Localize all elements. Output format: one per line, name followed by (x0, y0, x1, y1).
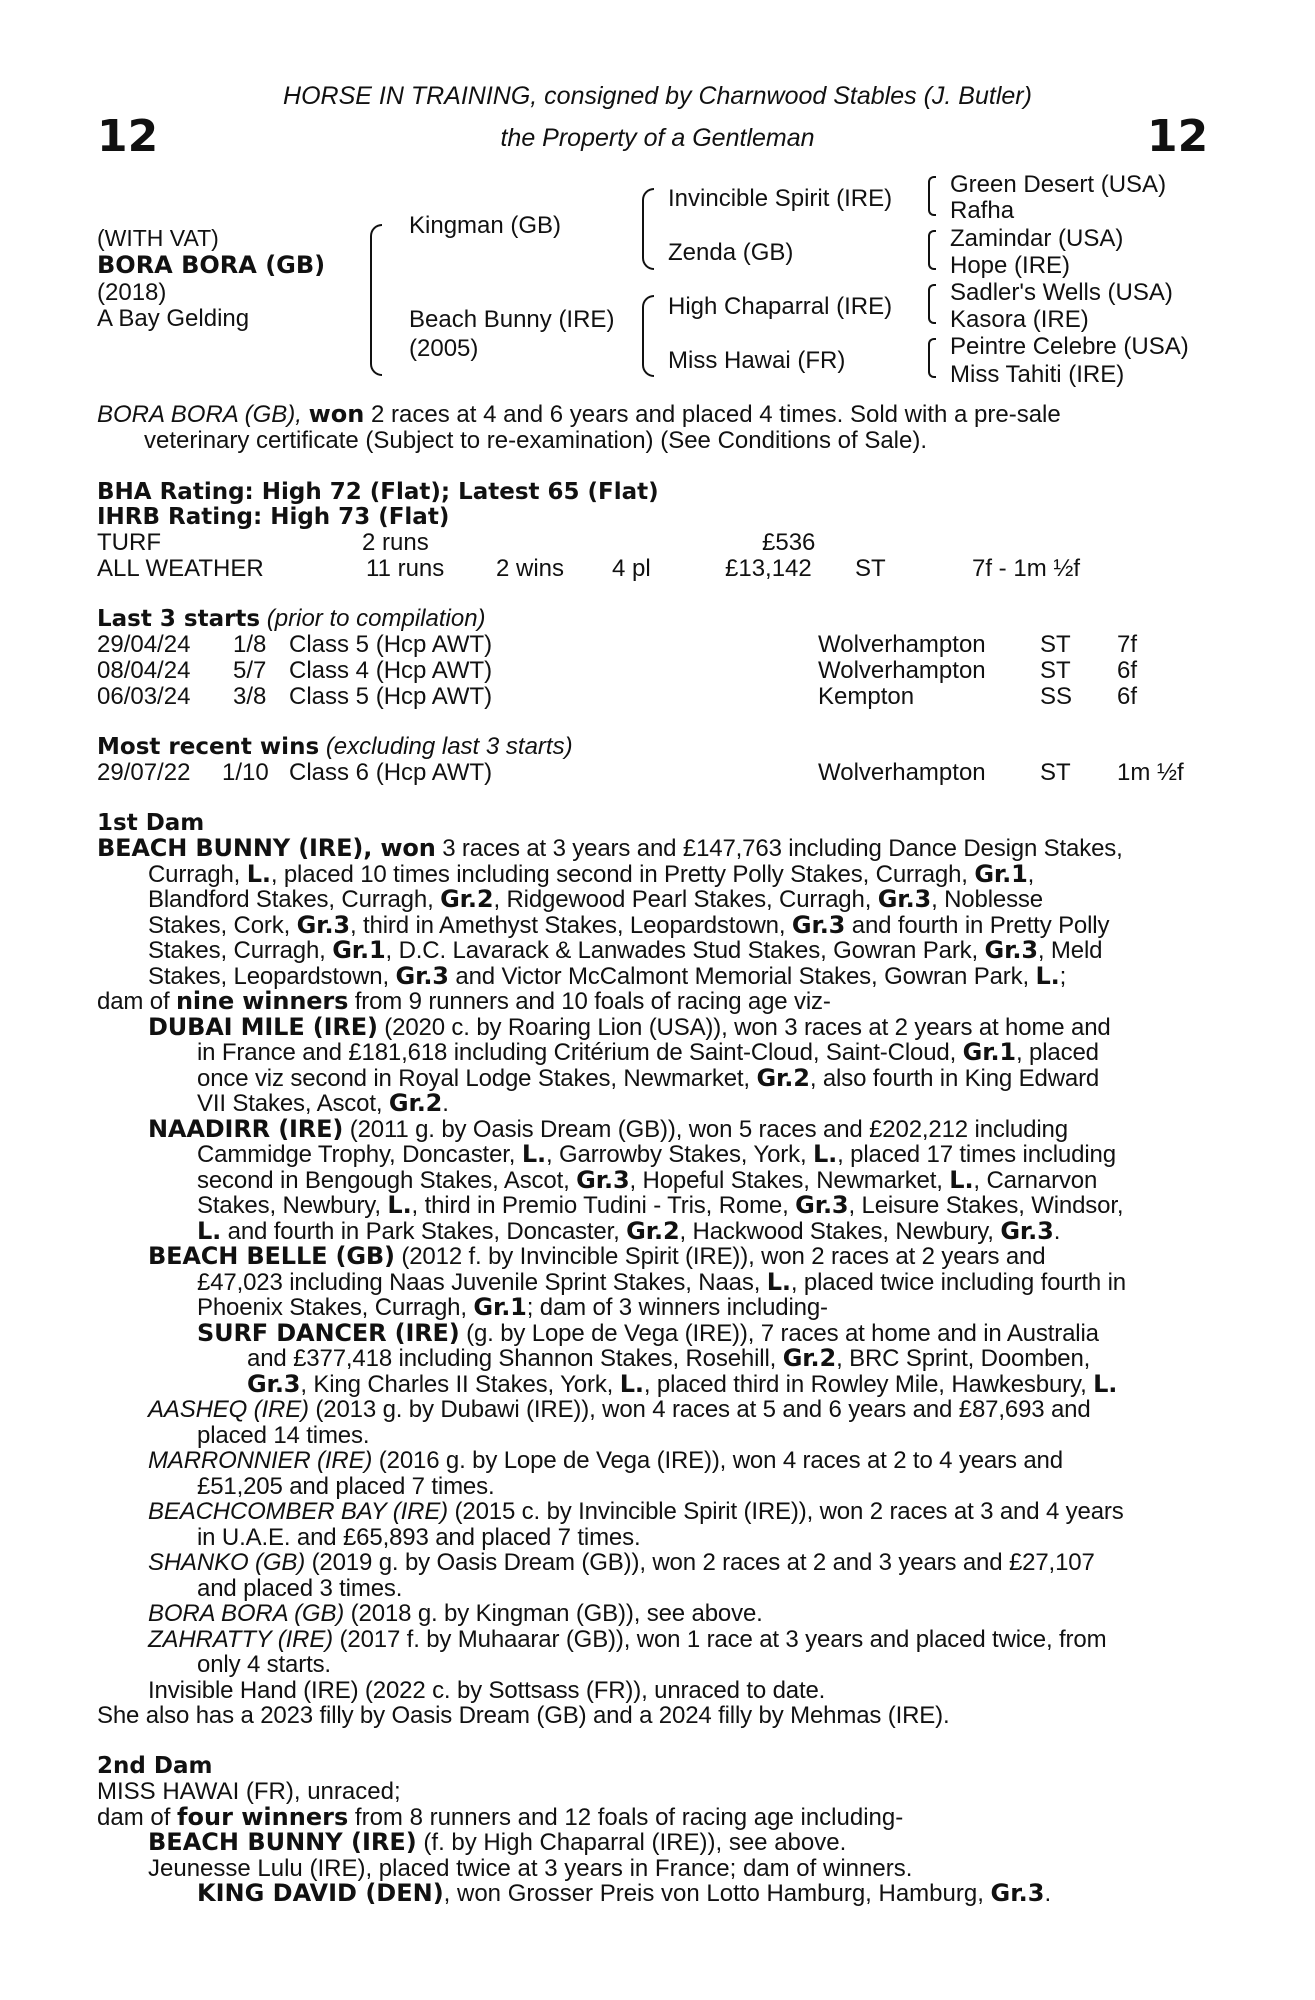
last3-surface-1: ST (1040, 631, 1071, 658)
produce-line: second in Bengough Stakes, Ascot, Gr.3, Hopeful Stakes, Newmarket, L., Carnarvon (197, 1165, 1098, 1194)
summary-line-1: BORA BORA (GB), won 2 races at 4 and 6 years and placed 4 times. Sold with a pre-sale (97, 400, 1061, 428)
pedigree-brace-g1 (928, 176, 936, 216)
produce-line: £51,205 and placed 7 times. (197, 1472, 495, 1500)
ihrb-rating: IHRB Rating: High 73 (Flat) (97, 504, 450, 530)
produce-beach-belle: BEACH BELLE (GB) (2012 f. by Invincible Spirit (IRE)), won 2 races at 2 years and (148, 1242, 1046, 1270)
last3-date-3: 06/03/24 (97, 683, 191, 710)
produce-aasheq: AASHEQ (IRE) (2013 g. by Dubawi (IRE)), won 4 races at 5 and 6 years and £87,693 and (148, 1396, 1091, 1423)
recent-pos: 1/10 (222, 759, 269, 786)
produce-line: Phoenix Stakes, Curragh, Gr.1; dam of 3 winners including- (197, 1293, 828, 1321)
last3-dist-3: 6f (1117, 683, 1138, 710)
produce-line: Cammidge Trophy, Doncaster, L., Garrowby Stakes, York, L., placed 17 times including (197, 1140, 1116, 1168)
pedigree-g1: Green Desert (USA) (950, 171, 1167, 198)
pedigree-brace-main (370, 224, 382, 376)
recent-surface: ST (1040, 759, 1071, 786)
aw-placed: 4 pl (612, 555, 651, 582)
recent-course: Wolverhampton (818, 759, 986, 786)
last3-course-2: Wolverhampton (818, 657, 986, 684)
aw-distance: 7f - 1m ½f (972, 555, 1081, 582)
aw-wins: 2 wins (496, 555, 565, 582)
turf-label: TURF (97, 529, 161, 556)
aw-surface: ST (855, 555, 886, 582)
lot-number-right: 12 (1147, 111, 1209, 162)
last3-pos-3: 3/8 (233, 683, 267, 710)
pedigree-brace-sire (642, 188, 654, 270)
produce-line: once viz second in Royal Lodge Stakes, Newmarket, Gr.2, also fourth in King Edward (197, 1063, 1100, 1092)
dam1-line: BEACH BUNNY (IRE), won 3 races at 3 years and £147,763 including Dance Design Stakes, (97, 834, 1123, 862)
pedigree-g6: Kasora (IRE) (950, 306, 1089, 333)
pedigree-dam-year: (2005) (409, 335, 479, 362)
pedigree-brace-dam (642, 295, 654, 377)
bha-rating: BHA Rating: High 72 (Flat); Latest 65 (Flat) (97, 479, 659, 505)
last3-date-2: 08/04/24 (97, 657, 191, 684)
last3-surface-2: ST (1040, 657, 1071, 684)
produce-invisible-hand: Invisible Hand (IRE) (2022 c. by Sottsass (FR)), unraced to date. (148, 1676, 826, 1704)
produce-line: and placed 3 times. (197, 1574, 403, 1602)
last3-course-1: Wolverhampton (818, 631, 986, 658)
aw-runs: 11 runs (366, 555, 445, 582)
last3-dist-2: 6f (1117, 657, 1138, 684)
property-line: the Property of a Gentleman (500, 124, 815, 152)
pedigree-g8: Miss Tahiti (IRE) (950, 361, 1125, 388)
dam2-paragraph (97, 1779, 1207, 1907)
pedigree-brace-g3 (928, 284, 936, 324)
pedigree-g5: Sadler's Wells (USA) (950, 279, 1173, 306)
dam1-heading: 1st Dam (97, 810, 205, 836)
produce-zahratty: ZAHRATTY (IRE) (2017 f. by Muhaarar (GB)), won 1 race at 3 years and placed twice, from (148, 1625, 1107, 1653)
last3-course-3: Kempton (818, 683, 915, 710)
pedigree-dam-sire: High Chaparral (IRE) (668, 293, 893, 320)
produce-line: £47,023 including Naas Juvenile Sprint Stakes, Naas, L., placed twice including fourth in (197, 1267, 1126, 1296)
produce-line: Gr.3, King Charles II Stakes, York, L., placed third in Rowley Mile, Hawkesbury, L. (247, 1369, 1118, 1398)
produce-shanko: SHANKO (GB) (2019 g. by Oasis Dream (GB)), won 2 races at 2 and 3 years and £27,107 (148, 1549, 1095, 1576)
pedigree-g3: Zamindar (USA) (950, 225, 1124, 252)
recent-dist: 1m ½f (1117, 759, 1184, 786)
pedigree-g2: Rafha (950, 197, 1015, 224)
produce-dubai-mile: DUBAI MILE (IRE) (2020 c. by Roaring Lion (USA)), won 3 races at 2 years at home and (148, 1012, 1111, 1041)
dam1-line: Blandford Stakes, Curragh, Gr.2, Ridgewood Pearl Stakes, Curragh, Gr.3, Noblesse (148, 885, 1043, 913)
pedigree-g7: Peintre Celebre (USA) (950, 333, 1189, 360)
summary-paragraph (97, 402, 1207, 453)
pedigree-brace-g4 (928, 338, 936, 378)
dam2-line: dam of four winners from 8 runners and 12 foals of racing age including- (97, 1802, 904, 1831)
dam1-line: Curragh, L., placed 10 times including second in Pretty Polly Stakes, Curragh, Gr.1, (148, 859, 1035, 888)
last3-heading: Last 3 starts (prior to compilation) (97, 605, 486, 632)
last3-pos-2: 5/7 (233, 657, 267, 684)
dam1-line: Stakes, Leopardstown, Gr.3 and Victor McCalmont Memorial Stakes, Gowran Park, L.; (148, 961, 1067, 990)
dam2-line: KING DAVID (DEN), won Grosser Preis von Lotto Hamburg, Hamburg, Gr.3. (197, 1879, 1052, 1907)
horse-name: BORA BORA (GB) (97, 251, 326, 279)
dam2-line: MISS HAWAI (FR), unraced; (97, 1778, 401, 1805)
pedigree-dam: Beach Bunny (IRE) (409, 306, 615, 333)
dam1-line: Stakes, Cork, Gr.3, third in Amethyst Stakes, Leopardstown, Gr.3 and fourth in Pretty Polly (148, 910, 1110, 939)
dam1-line: dam of nine winners from 9 runners and 10 foals of racing age viz- (97, 987, 831, 1015)
produce-line: in France and £181,618 including Critérium de Saint-Cloud, Saint-Cloud, Gr.1, placed (197, 1038, 1099, 1066)
produce-line: in U.A.E. and £65,893 and placed 7 times. (197, 1523, 641, 1551)
pedigree-sire-sire: Invincible Spirit (IRE) (668, 185, 893, 212)
recent-class: Class 6 (Hcp AWT) (289, 759, 493, 786)
turf-prize: £536 (762, 529, 816, 556)
aw-prize: £13,142 (725, 555, 812, 582)
dam2-line: Jeunesse Lulu (IRE), placed twice at 3 years in France; dam of winners. (148, 1854, 913, 1882)
last3-class-1: Class 5 (Hcp AWT) (289, 631, 493, 658)
produce-line: VII Stakes, Ascot, Gr.2. (197, 1089, 449, 1117)
vat-label: (WITH VAT) (97, 225, 219, 251)
aw-label: ALL WEATHER (97, 555, 264, 582)
last3-date-1: 29/04/24 (97, 631, 191, 658)
produce-surf-dancer: SURF DANCER (IRE) (g. by Lope de Vega (IRE)), 7 races at home and in Australia (197, 1318, 1099, 1347)
pedigree-brace-g2 (928, 230, 936, 270)
last3-class-2: Class 4 (Hcp AWT) (289, 657, 493, 684)
pedigree-g4: Hope (IRE) (950, 252, 1071, 279)
produce-line: and £377,418 including Shannon Stakes, Rosehill, Gr.2, BRC Sprint, Doomben, (247, 1344, 1091, 1372)
horse-year: (2018) (97, 279, 167, 306)
last3-pos-1: 1/8 (233, 631, 267, 658)
dam1-paragraph (97, 836, 1207, 1729)
pedigree-dam-dam: Miss Hawai (FR) (668, 347, 846, 374)
pedigree-sire: Kingman (GB) (409, 212, 562, 239)
produce-line: only 4 starts. (197, 1651, 331, 1678)
produce-line: L. and fourth in Park Stakes, Doncaster, Gr.2, Hackwood Stakes, Newbury, Gr.3. (197, 1216, 1061, 1245)
horse-description: A Bay Gelding (97, 305, 250, 332)
pedigree-sire-dam: Zenda (GB) (668, 239, 794, 266)
dam2-heading: 2nd Dam (97, 1753, 213, 1779)
produce-beachcomber-bay: BEACHCOMBER BAY (IRE) (2015 c. by Invincible Spirit (IRE)), won 2 races at 3 and 4 years (148, 1498, 1124, 1525)
produce-bora-bora: BORA BORA (GB) (2018 g. by Kingman (GB)), see above. (148, 1600, 763, 1627)
summary-line-2: veterinary certificate (Subject to re-examination) (See Conditions of Sale). (144, 426, 928, 454)
produce-line: placed 14 times. (197, 1421, 370, 1449)
produce-naadirr: NAADIRR (IRE) (2011 g. by Oasis Dream (GB)), won 5 races and £202,212 including (148, 1114, 1068, 1143)
produce-line: Stakes, Newbury, L., third in Premio Tudini - Tris, Rome, Gr.3, Leisure Stakes, Windsor, (197, 1191, 1124, 1219)
last3-surface-3: SS (1040, 683, 1073, 710)
dam1-also-line: She also has a 2023 filly by Oasis Dream (GB) and a 2024 filly by Mehmas (IRE). (97, 1702, 950, 1729)
produce-marronnier: MARRONNIER (IRE) (2016 g. by Lope de Vega (IRE)), won 4 races at 2 to 4 years and (148, 1447, 1063, 1474)
dam2-line: BEACH BUNNY (IRE) (f. by High Chaparral (IRE)), see above. (148, 1828, 847, 1856)
recent-heading: Most recent wins (excluding last 3 starts) (97, 733, 573, 760)
last3-class-3: Class 5 (Hcp AWT) (289, 683, 493, 710)
last3-dist-1: 7f (1117, 631, 1138, 658)
recent-date: 29/07/22 (97, 759, 191, 786)
consignor-line: HORSE IN TRAINING, consigned by Charnwood Stables (J. Butler) (283, 82, 1032, 110)
turf-runs: 2 runs (362, 529, 429, 556)
lot-number-left: 12 (97, 111, 159, 162)
dam1-line: Stakes, Curragh, Gr.1, D.C. Lavarack & Lanwades Stud Stakes, Gowran Park, Gr.3, Meld (148, 936, 1103, 964)
